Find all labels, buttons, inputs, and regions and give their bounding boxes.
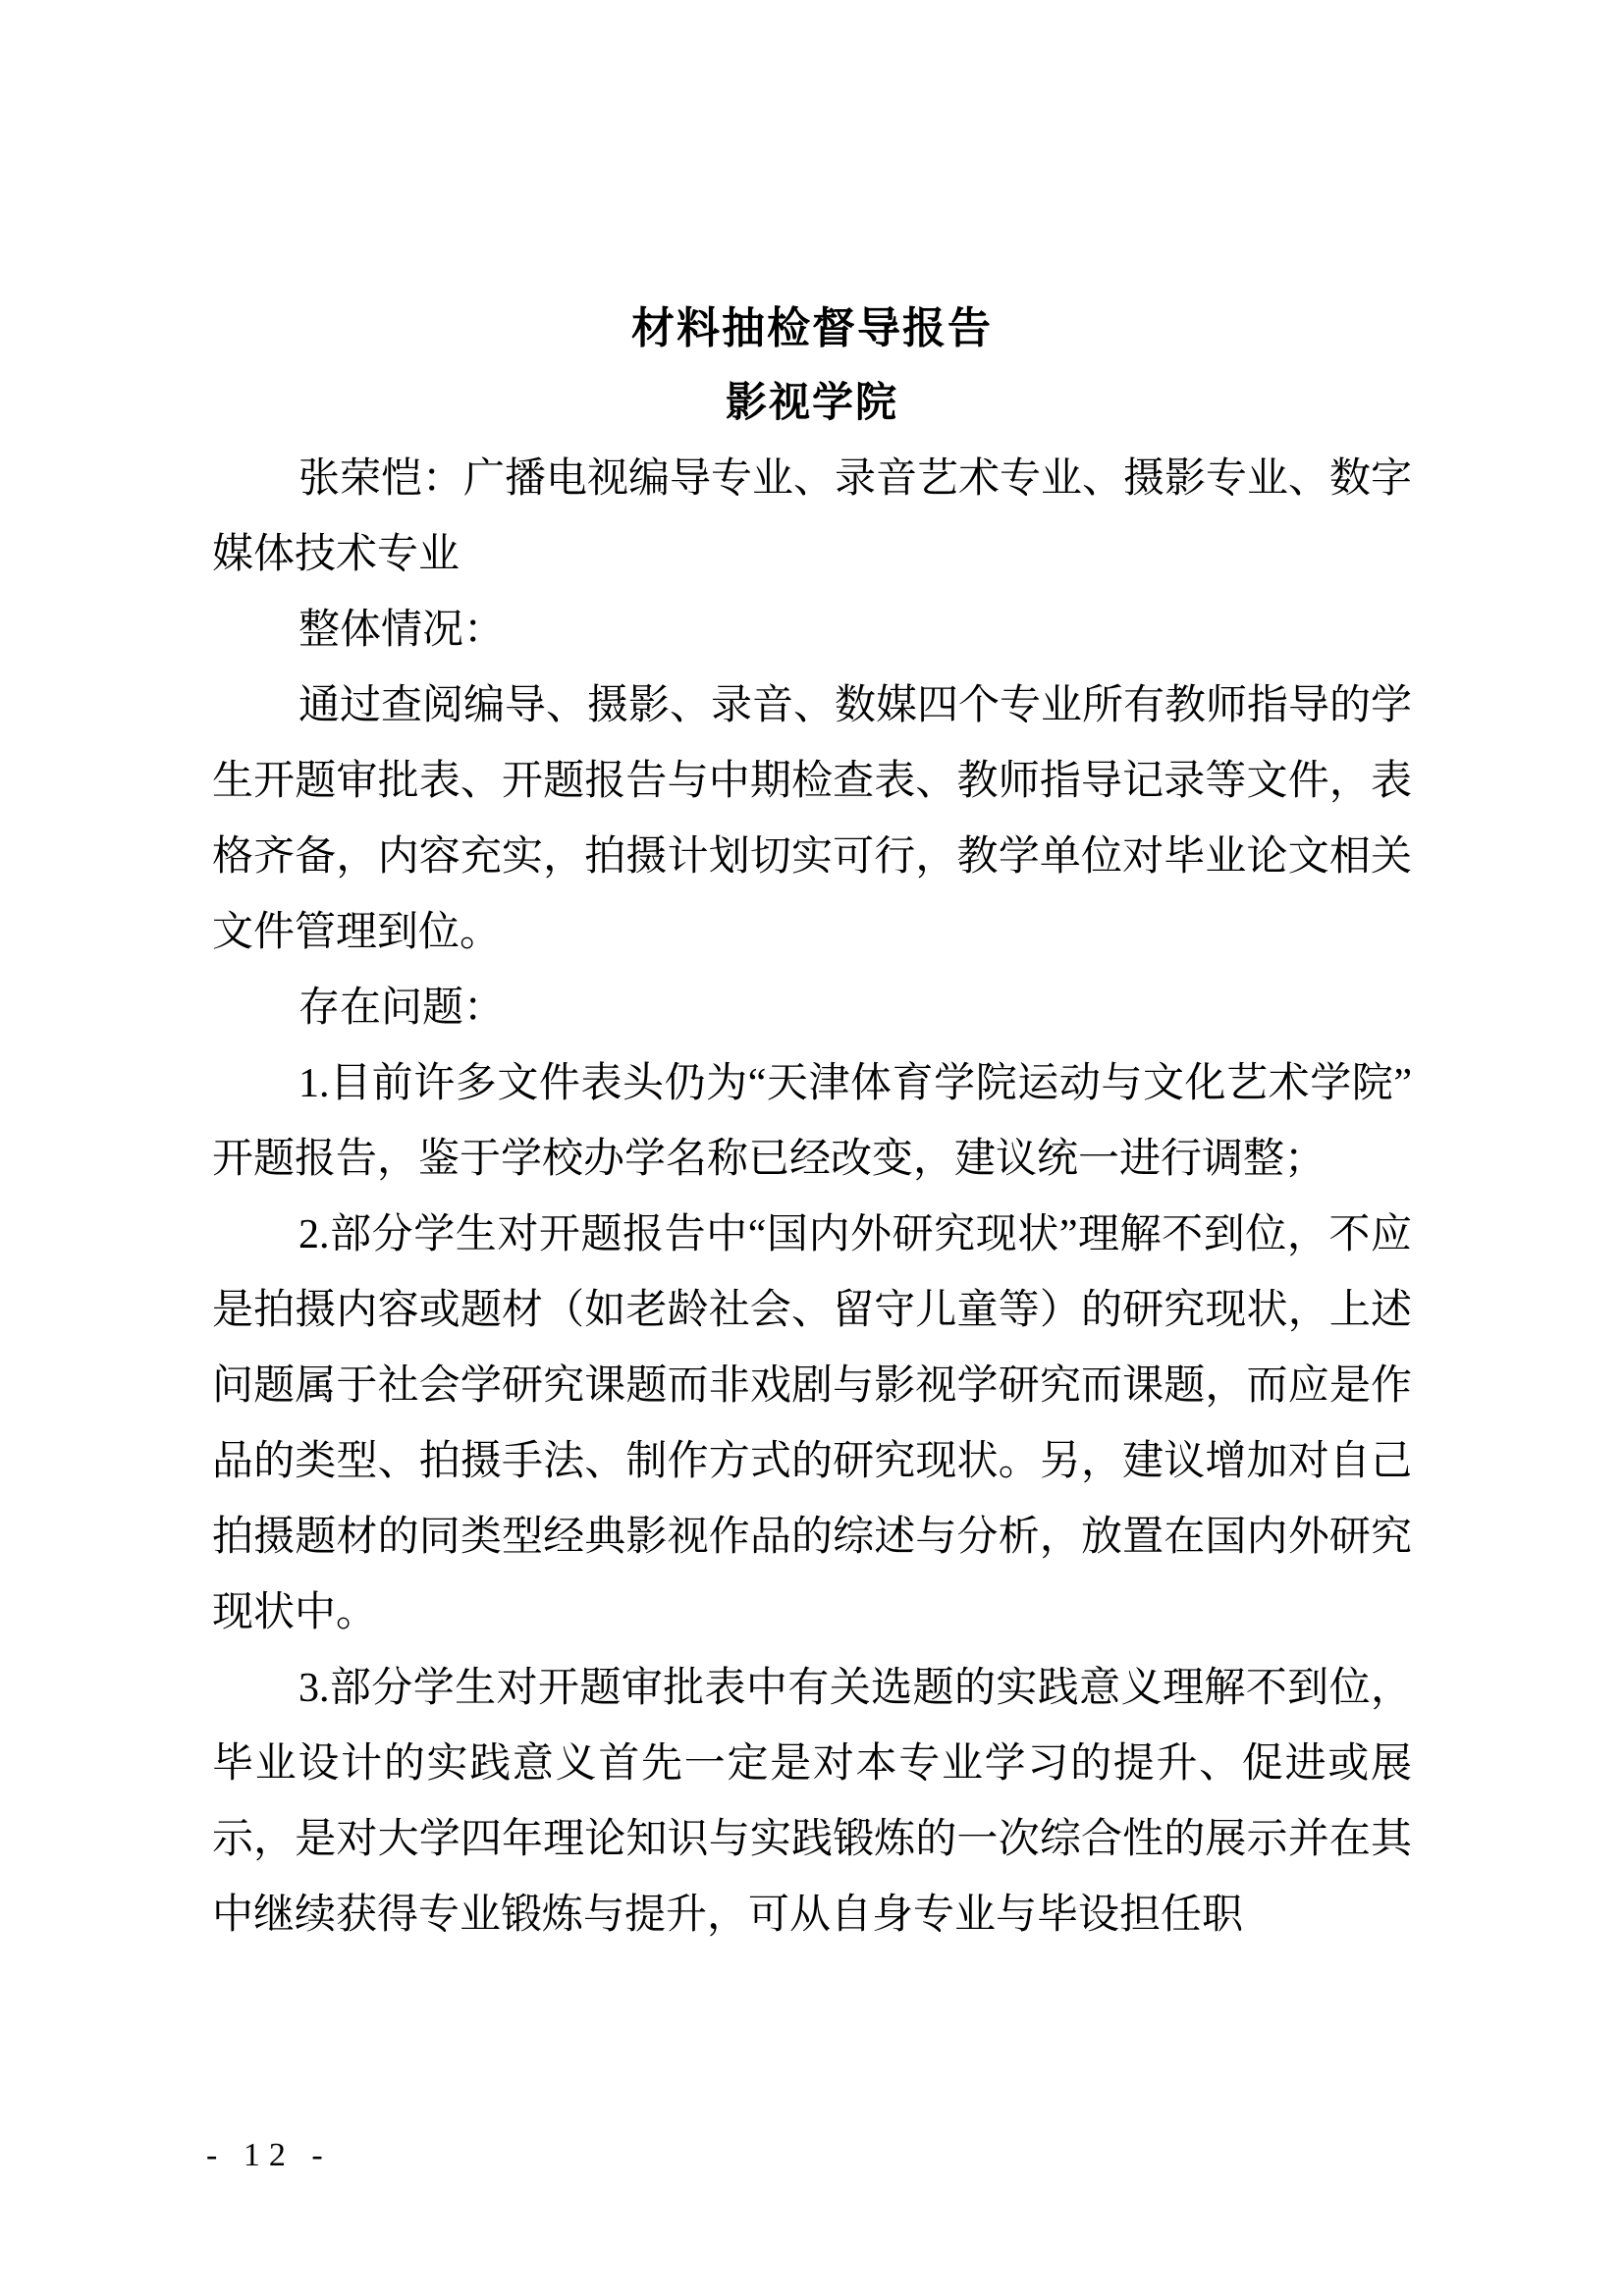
paragraph-problems-heading: 存在问题： <box>298 986 506 1031</box>
paragraph-overall-status-heading: 整体情况： <box>298 608 506 653</box>
paragraph-problem-2: 2.部分学生对开题报告中“国内外研究现状”理解不到位，不应是拍摄内容或题材（如老龄社会、留守儿童等）的研究现状，上述问题属于社会学研究课题而非戏剧与影视学研究而课题，而应是作品的类型、拍摄手法、制作方式的研究现状。另，建议增加对自己拍摄题材的同类型经典影视作品的综述与分析，放置在国内外研究现状中。 <box>212 1212 1412 1635</box>
paragraph-overall-status-detail: 通过查阅编导、摄影、录音、数媒四个专业所有教师指导的学生开题审批表、开题报告与中期检查表、教师指导记录等文件，表格齐备，内容充实，拍摄计划切实可行，教学单位对毕业论文相关文件管理到位。 <box>212 683 1413 955</box>
document-body <box>212 442 1412 1953</box>
page-number: - 12 - <box>206 2137 332 2173</box>
document-header <box>212 291 1412 442</box>
document-subtitle: 影视学院 <box>725 381 898 426</box>
document-title: 材料抽检督导报告 <box>631 304 993 352</box>
paragraph-author-majors: 张荣恺：广播电视编导专业、录音艺术专业、摄影专业、数字媒体技术专业 <box>212 456 1413 577</box>
paragraph-problem-1: 1.目前许多文件表头仍为“天津体育学院运动与文化艺术学院”开题报告，鉴于学校办学名称已经改变，建议统一进行调整； <box>212 1061 1412 1182</box>
paragraph-problem-3: 3.部分学生对开题审批表中有关选题的实践意义理解不到位，毕业设计的实践意义首先一定是对本专业学习的提升、促进或展示，是对大学四年理论知识与实践锻炼的一次综合性的展示并在其中继续获得专业锻炼与提升，可从自身专业与毕设担任职 <box>212 1666 1412 1938</box>
